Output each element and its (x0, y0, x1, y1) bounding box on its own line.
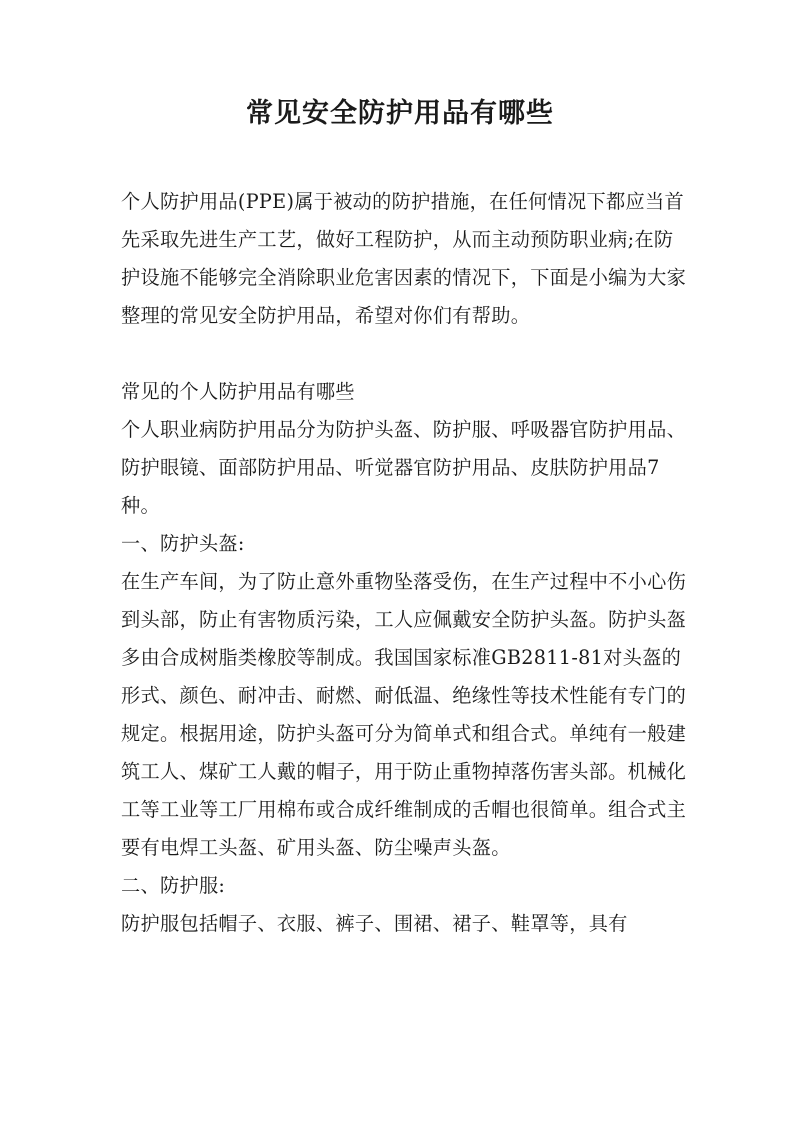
helmet-heading: 一、防护头盔: (121, 532, 245, 555)
section-intro-paragraph: 个人职业病防护用品分为防护头盔、防护服、呼吸器官防护用品、防护眼镜、面部防护用品、听觉器官防护用品、皮肤防护用品7种。 (121, 418, 687, 517)
paragraph-spacer (121, 335, 687, 373)
helmet-paragraph: 在生产车间，为了防止意外重物坠落受伤，在生产过程中不小心伤到头部，防止有害物质污染，工人应佩戴安全防护头盔。防护头盔多由合成树脂类橡胶等制成。我国国家标准GB2811-81对头盔的形式、颜色、耐冲击、耐燃、耐低温、绝缘性等技术性能有专门的规定。根据用途，防护头盔可分为简单式和组合式。单纯有一般建筑工人、煤矿工人戴的帽子，用于防止重物掉落伤害头部。机械化工等工业等工厂用棉布或合成纤维制成的舌帽也很简单。组合式主要有电焊工头盔、矿用头盔、防尘噪声头盔。 (121, 570, 687, 859)
clothing-heading: 二、防护服: (121, 874, 226, 897)
document-body (121, 183, 687, 943)
clothing-paragraph: 防护服包括帽子、衣服、裤子、围裙、裙子、鞋罩等，具有 (121, 912, 628, 935)
intro-paragraph: 个人防护用品(PPE)属于被动的防护措施，在任何情况下都应当首先采取先进生产工艺，做好工程防护，从而主动预防职业病;在防护设施不能够完全消除职业危害因素的情况下，下面是小编为大家整理的常见安全防护用品，希望对你们有帮助。 (121, 190, 687, 327)
section-heading: 常见的个人防护用品有哪些 (121, 380, 355, 403)
page-title: 常见安全防护用品有哪些 (246, 98, 554, 129)
